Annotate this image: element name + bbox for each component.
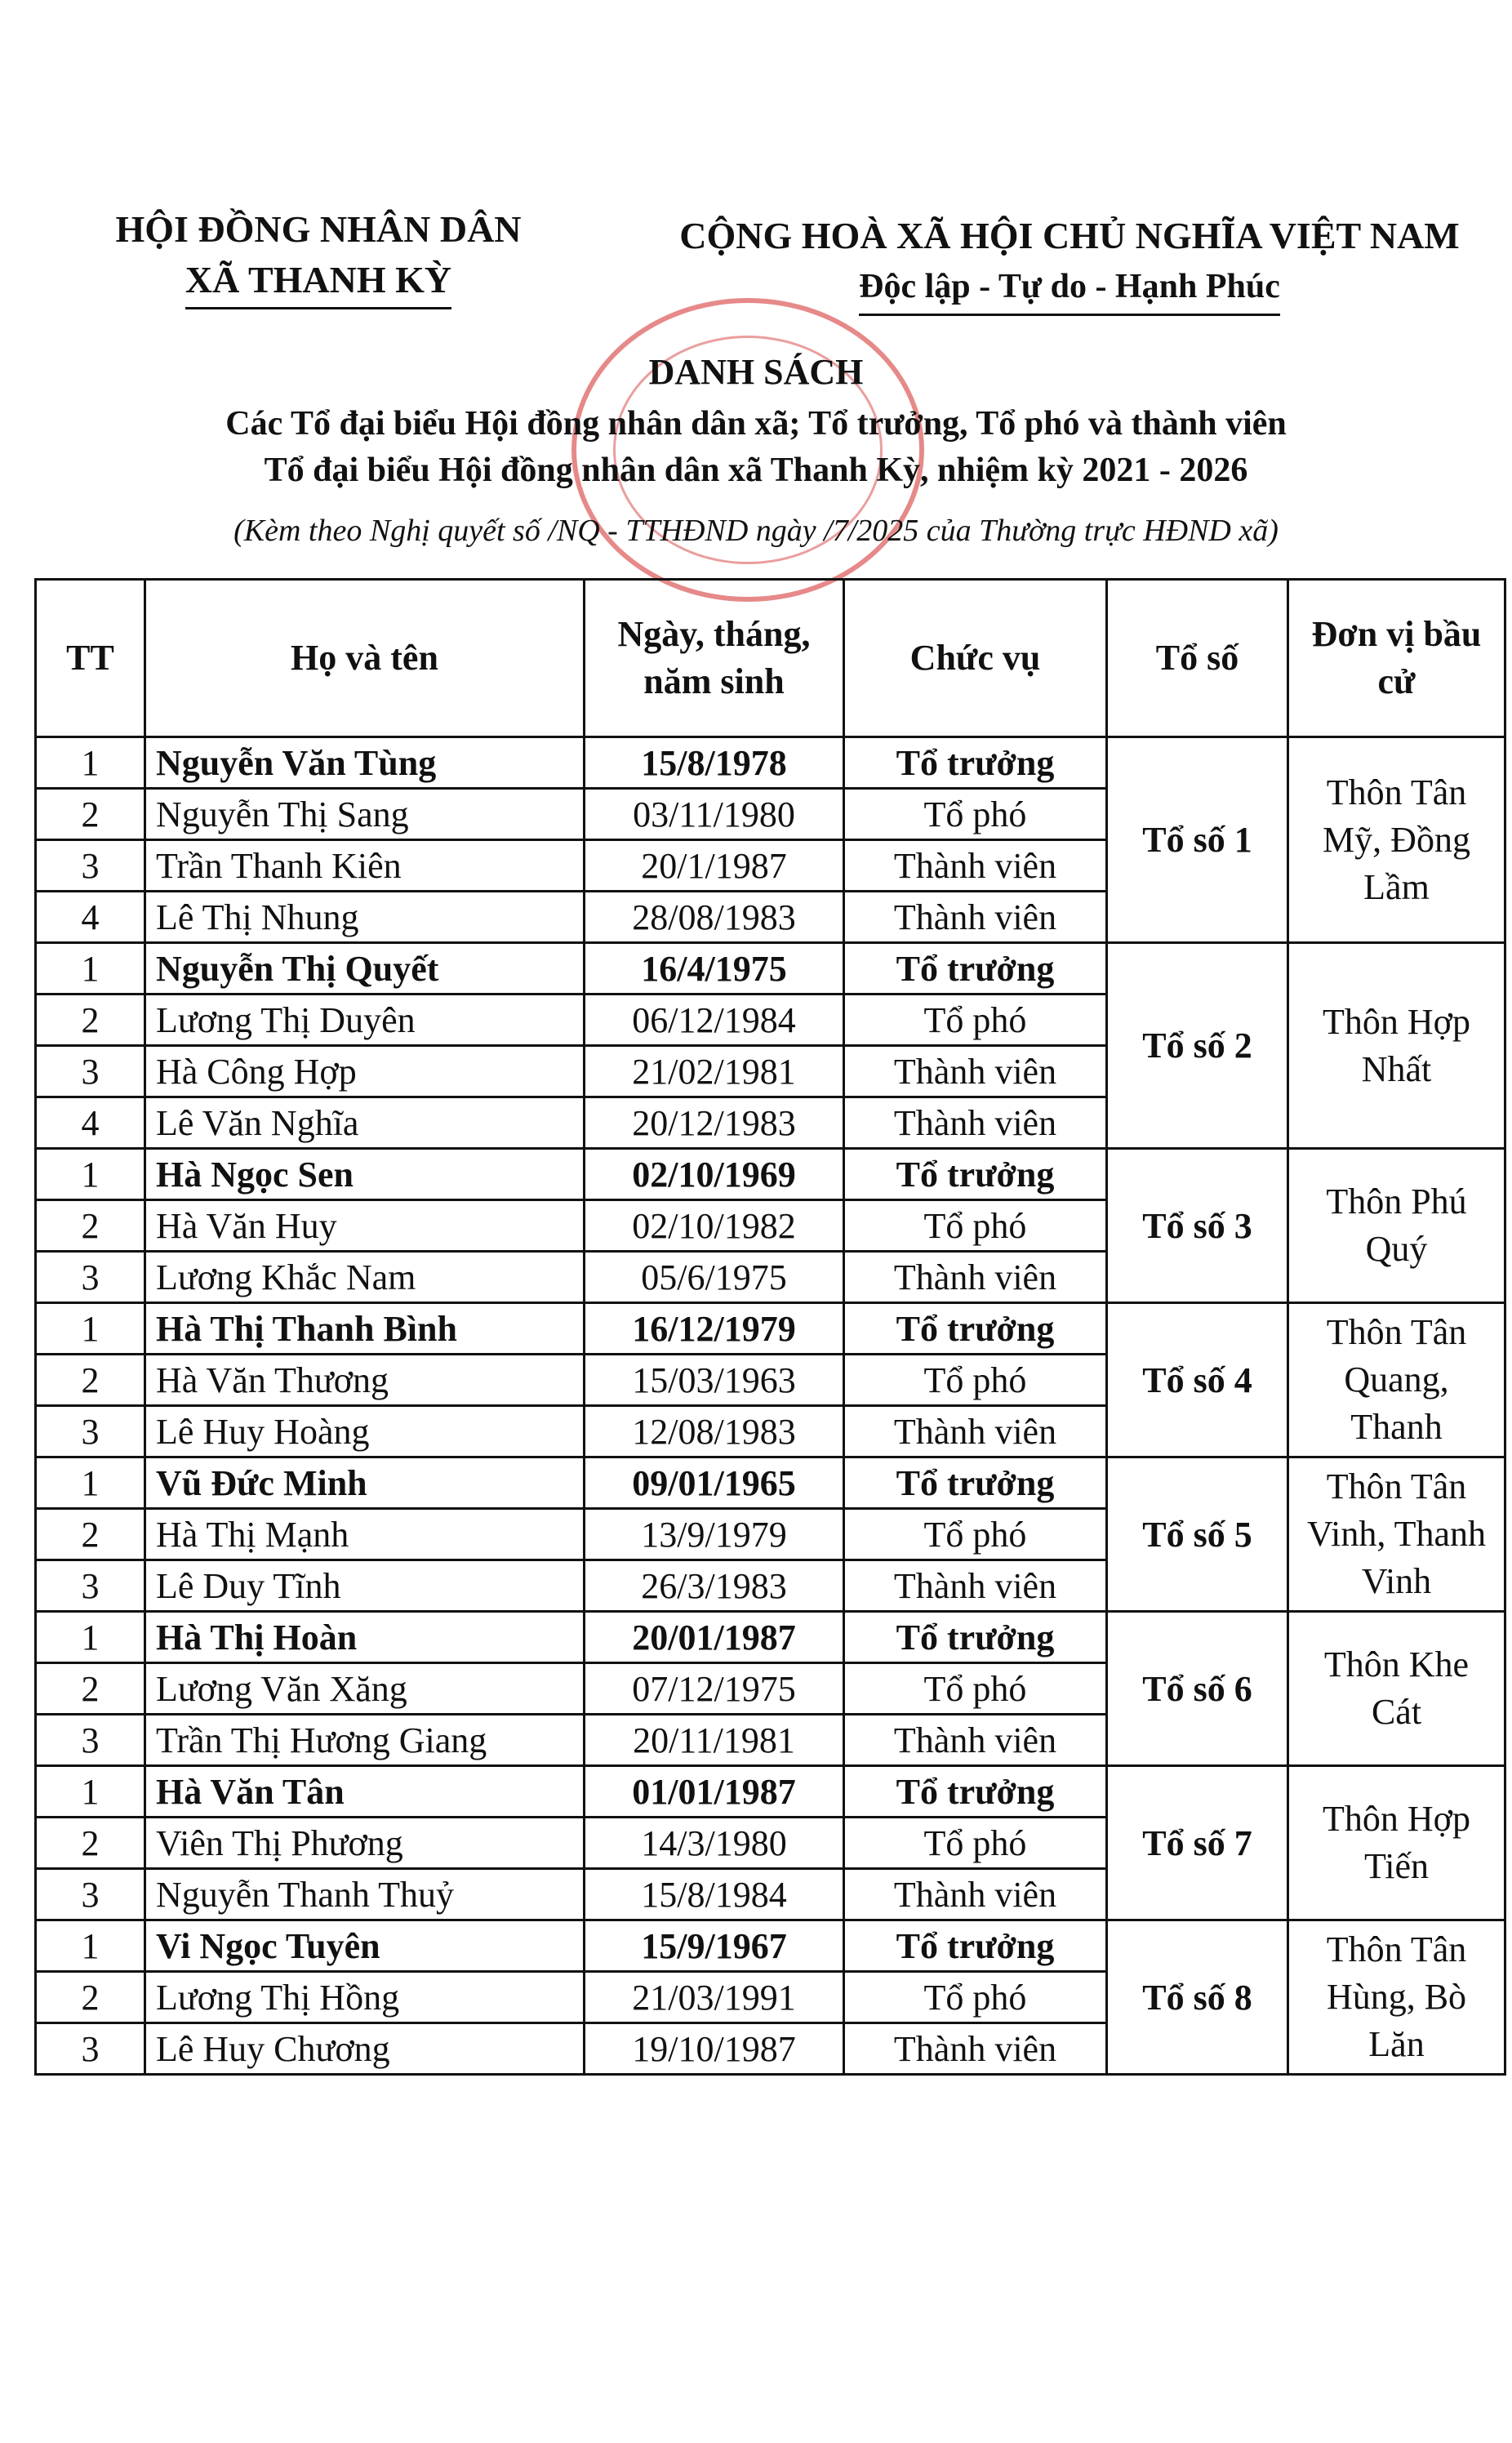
member-dob: 15/03/1963 (585, 1355, 844, 1406)
col-header-tt: TT (36, 580, 145, 737)
member-dob: 07/12/1975 (585, 1663, 844, 1715)
member-name: Lương Khắc Nam (145, 1252, 585, 1303)
member-tt: 3 (36, 2023, 145, 2075)
table-body (36, 737, 1505, 2075)
electoral-unit: Thôn Tân Hùng, Bò Lăn (1288, 1920, 1505, 2075)
member-dob: 19/10/1987 (585, 2023, 844, 2075)
group-number: Tổ số 2 (1107, 943, 1288, 1149)
member-role: Tổ trưởng (844, 1149, 1107, 1200)
member-tt: 3 (36, 1046, 145, 1097)
col-header-name: Họ và tên (145, 580, 585, 737)
col-header-dob: Ngày, tháng, năm sinh (585, 580, 844, 737)
table-row (36, 1303, 1505, 1355)
member-tt: 1 (36, 1457, 145, 1509)
member-tt: 2 (36, 1663, 145, 1715)
table-row (36, 1920, 1505, 1972)
member-role: Tổ trưởng (844, 1920, 1107, 1972)
member-dob: 09/01/1965 (585, 1457, 844, 1509)
member-tt: 1 (36, 943, 145, 995)
member-dob: 02/10/1969 (585, 1149, 844, 1200)
member-role: Thành viên (844, 840, 1107, 892)
member-name: Vũ Đức Minh (145, 1457, 585, 1509)
member-tt: 4 (36, 892, 145, 943)
member-name: Lê Huy Hoàng (145, 1406, 585, 1457)
document-subtitle-2: Tổ đại biểu Hội đồng nhân dân xã Thanh Kỳ, nhiệm kỳ 2021 - 2026 (264, 452, 1248, 489)
member-dob: 26/3/1983 (585, 1560, 844, 1612)
national-title: CỘNG HOÀ XÃ HỘI CHỦ NGHĨA VIỆT NAM (679, 215, 1460, 256)
table-header-row (36, 580, 1505, 737)
member-tt: 2 (36, 995, 145, 1046)
member-dob: 01/01/1987 (585, 1766, 844, 1818)
issuer-commune: XÃ THANH KỲ (185, 255, 451, 309)
member-name: Nguyễn Văn Tùng (145, 737, 585, 789)
member-role: Tổ trưởng (844, 943, 1107, 995)
member-name: Hà Văn Tân (145, 1766, 585, 1818)
member-role: Thành viên (844, 1715, 1107, 1766)
col-header-role: Chức vụ (844, 580, 1107, 737)
member-role: Tổ phó (844, 1818, 1107, 1869)
member-name: Nguyễn Thanh Thuỷ (145, 1869, 585, 1920)
group-number: Tổ số 7 (1107, 1766, 1288, 1920)
group-number: Tổ số 3 (1107, 1149, 1288, 1303)
document-title: DANH SÁCH (648, 352, 864, 392)
member-dob: 14/3/1980 (585, 1818, 844, 1869)
group-number: Tổ số 5 (1107, 1457, 1288, 1612)
member-dob: 05/6/1975 (585, 1252, 844, 1303)
member-tt: 2 (36, 1818, 145, 1869)
member-name: Lê Văn Nghĩa (145, 1097, 585, 1149)
member-tt: 4 (36, 1097, 145, 1149)
member-name: Lương Thị Duyên (145, 995, 585, 1046)
table-row (36, 1149, 1505, 1200)
col-header-unit: Đơn vị bầu cử (1288, 580, 1505, 737)
member-role: Tổ trưởng (844, 1303, 1107, 1355)
issuer-header (65, 204, 571, 309)
member-tt: 2 (36, 1972, 145, 2023)
member-name: Lê Huy Chương (145, 2023, 585, 2075)
member-tt: 1 (36, 1303, 145, 1355)
group-number: Tổ số 1 (1107, 737, 1288, 943)
national-motto: Độc lập - Tự do - Hạnh Phúc (859, 261, 1280, 316)
member-name: Nguyễn Thị Quyết (145, 943, 585, 995)
member-name: Hà Công Hợp (145, 1046, 585, 1097)
electoral-unit: Thôn Tân Mỹ, Đồng Lầm (1288, 737, 1505, 943)
electoral-unit: Thôn Hợp Tiến (1288, 1766, 1505, 1920)
national-header (637, 211, 1502, 316)
member-name: Lương Văn Xăng (145, 1663, 585, 1715)
member-tt: 2 (36, 1355, 145, 1406)
member-role: Thành viên (844, 892, 1107, 943)
member-role: Tổ phó (844, 995, 1107, 1046)
member-role: Tổ phó (844, 789, 1107, 840)
member-tt: 1 (36, 1612, 145, 1663)
member-tt: 2 (36, 1509, 145, 1560)
electoral-unit: Thôn Tân Vinh, Thanh Vinh (1288, 1457, 1505, 1612)
table-row (36, 1457, 1505, 1509)
table-row (36, 1766, 1505, 1818)
member-tt: 1 (36, 1766, 145, 1818)
group-number: Tổ số 6 (1107, 1612, 1288, 1766)
member-role: Thành viên (844, 2023, 1107, 2075)
member-tt: 3 (36, 1406, 145, 1457)
member-tt: 3 (36, 1869, 145, 1920)
member-name: Trần Thị Hương Giang (145, 1715, 585, 1766)
member-name: Hà Ngọc Sen (145, 1149, 585, 1200)
col-header-group: Tổ số (1107, 580, 1288, 737)
electoral-unit: Thôn Phú Quý (1288, 1149, 1505, 1303)
member-role: Thành viên (844, 1046, 1107, 1097)
member-dob: 06/12/1984 (585, 995, 844, 1046)
member-role: Thành viên (844, 1560, 1107, 1612)
document-subtitle-1: Các Tổ đại biểu Hội đồng nhân dân xã; Tổ trưởng, Tổ phó và thành viên (225, 405, 1287, 443)
electoral-unit: Thôn Hợp Nhất (1288, 943, 1505, 1149)
member-dob: 20/01/1987 (585, 1612, 844, 1663)
member-name: Hà Thị Hoàn (145, 1612, 585, 1663)
member-name: Lương Thị Hồng (145, 1972, 585, 2023)
member-dob: 13/9/1979 (585, 1509, 844, 1560)
member-dob: 15/9/1967 (585, 1920, 844, 1972)
member-dob: 15/8/1984 (585, 1869, 844, 1920)
member-tt: 1 (36, 1920, 145, 1972)
member-name: Lê Thị Nhung (145, 892, 585, 943)
red-seal-stamp (571, 298, 924, 602)
table-row (36, 943, 1505, 995)
member-tt: 2 (36, 1200, 145, 1252)
member-name: Hà Thị Thanh Bình (145, 1303, 585, 1355)
member-name: Hà Thị Mạnh (145, 1509, 585, 1560)
member-tt: 2 (36, 789, 145, 840)
member-role: Tổ trưởng (844, 1457, 1107, 1509)
member-tt: 1 (36, 1149, 145, 1200)
member-role: Thành viên (844, 1097, 1107, 1149)
member-role: Thành viên (844, 1252, 1107, 1303)
table-row (36, 1612, 1505, 1663)
member-name: Viên Thị Phương (145, 1818, 585, 1869)
group-number: Tổ số 4 (1107, 1303, 1288, 1457)
member-role: Tổ phó (844, 1355, 1107, 1406)
member-dob: 28/08/1983 (585, 892, 844, 943)
member-role: Tổ phó (844, 1663, 1107, 1715)
document-reference-note: (Kèm theo Nghị quyết số /NQ - TTHĐND ngày /7/2025 của Thường trực HĐND xã) (233, 514, 1279, 548)
member-role: Tổ trưởng (844, 737, 1107, 789)
member-role: Thành viên (844, 1869, 1107, 1920)
member-dob: 03/11/1980 (585, 789, 844, 840)
electoral-unit: Thôn Tân Quang, Thanh (1288, 1303, 1505, 1457)
member-dob: 15/8/1978 (585, 737, 844, 789)
member-role: Thành viên (844, 1406, 1107, 1457)
table-row (36, 737, 1505, 789)
member-dob: 20/1/1987 (585, 840, 844, 892)
member-dob: 16/4/1975 (585, 943, 844, 995)
member-role: Tổ phó (844, 1972, 1107, 2023)
member-tt: 3 (36, 1715, 145, 1766)
member-dob: 21/03/1991 (585, 1972, 844, 2023)
member-role: Tổ trưởng (844, 1612, 1107, 1663)
member-role: Tổ trưởng (844, 1766, 1107, 1818)
delegate-groups-table (34, 578, 1506, 2076)
group-number: Tổ số 8 (1107, 1920, 1288, 2075)
member-name: Lê Duy Tĩnh (145, 1560, 585, 1612)
member-dob: 16/12/1979 (585, 1303, 844, 1355)
member-name: Hà Văn Huy (145, 1200, 585, 1252)
member-tt: 3 (36, 840, 145, 892)
member-dob: 02/10/1982 (585, 1200, 844, 1252)
member-dob: 20/11/1981 (585, 1715, 844, 1766)
member-name: Vi Ngọc Tuyên (145, 1920, 585, 1972)
issuer-name: HỘI ĐỒNG NHÂN DÂN (115, 208, 522, 250)
electoral-unit: Thôn Khe Cát (1288, 1612, 1505, 1766)
member-dob: 12/08/1983 (585, 1406, 844, 1457)
member-tt: 3 (36, 1252, 145, 1303)
member-name: Hà Văn Thương (145, 1355, 585, 1406)
member-name: Trần Thanh Kiên (145, 840, 585, 892)
member-tt: 3 (36, 1560, 145, 1612)
member-tt: 1 (36, 737, 145, 789)
member-role: Tổ phó (844, 1509, 1107, 1560)
member-dob: 20/12/1983 (585, 1097, 844, 1149)
member-role: Tổ phó (844, 1200, 1107, 1252)
member-name: Nguyễn Thị Sang (145, 789, 585, 840)
member-dob: 21/02/1981 (585, 1046, 844, 1097)
